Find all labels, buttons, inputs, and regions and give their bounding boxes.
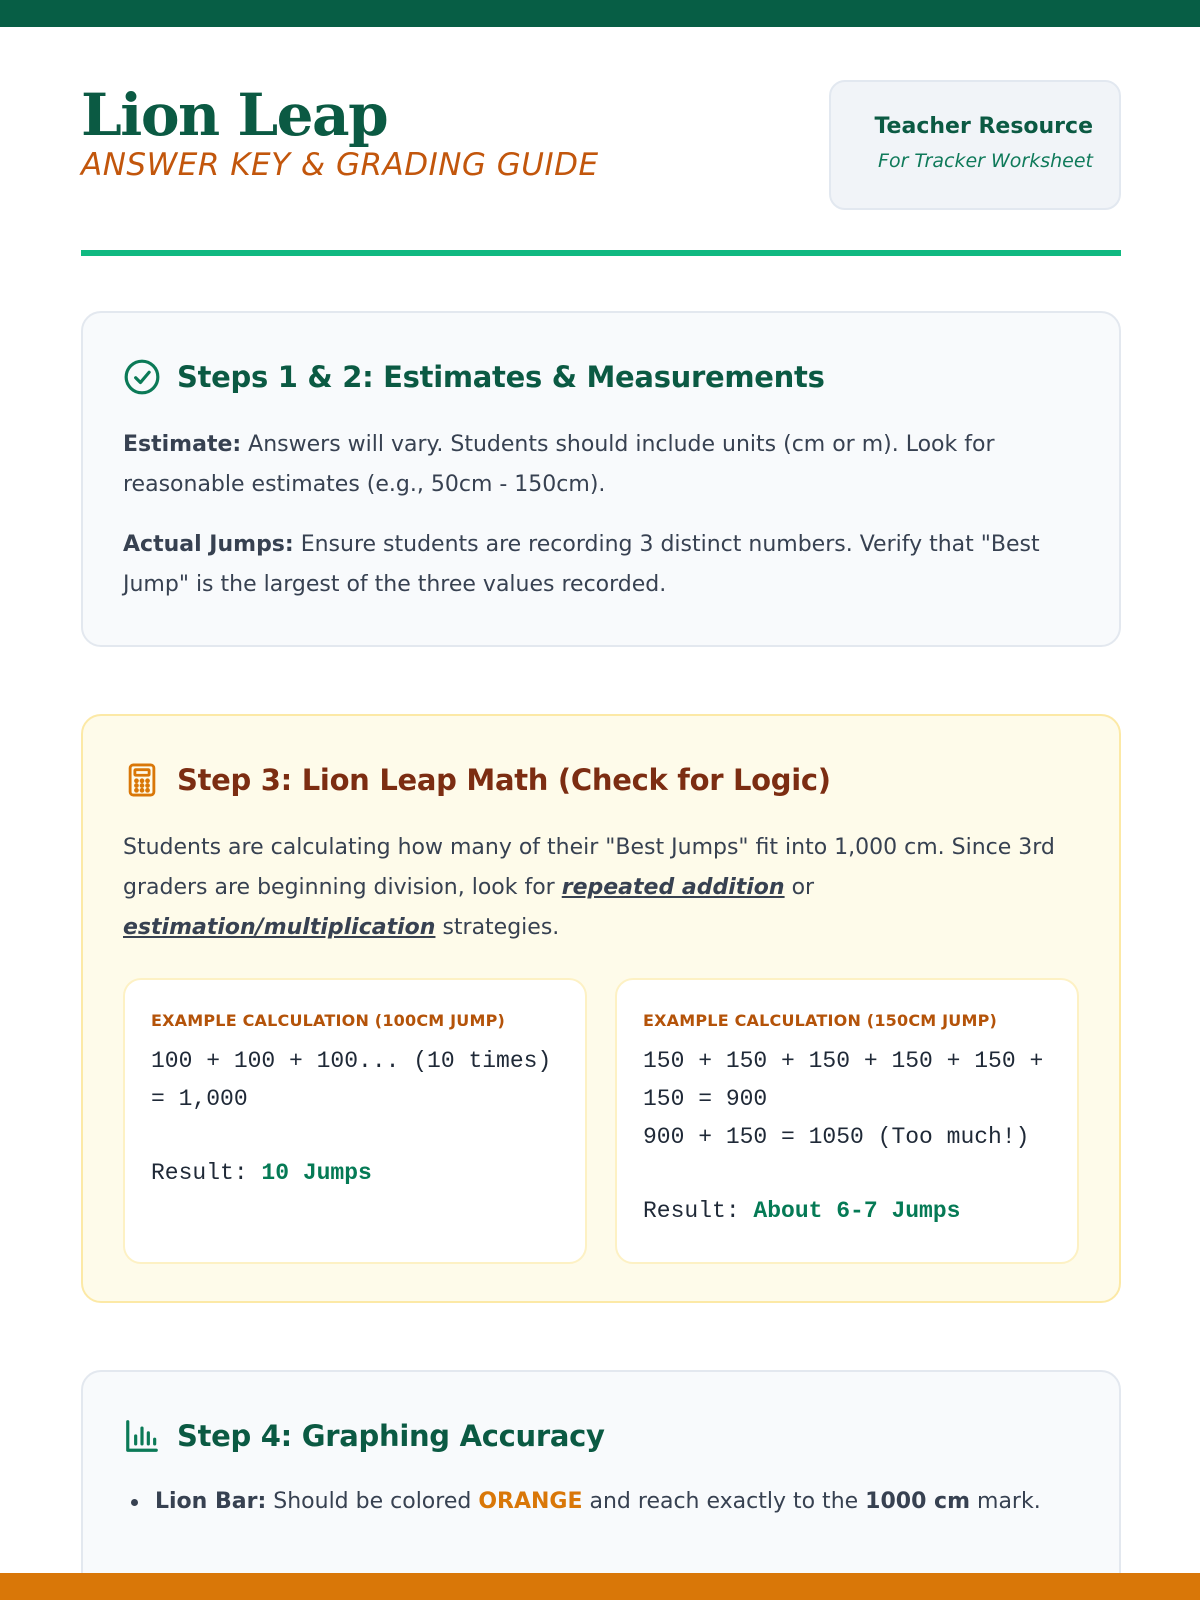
estimate-label: Estimate: — [123, 432, 242, 457]
graphing-criteria-list — [123, 1482, 1083, 1522]
step-4-card — [81, 1370, 1121, 1600]
step-4-heading: Step 4: Graphing Accuracy — [177, 1419, 605, 1453]
intro-text-mid: or — [784, 875, 815, 900]
calculator-icon — [123, 761, 161, 799]
step-3-card — [81, 714, 1121, 1303]
bullet-text: Should be colored — [266, 1489, 479, 1514]
example-result — [643, 1192, 1051, 1230]
steps-1-2-card — [81, 311, 1121, 647]
estimate-paragraph — [123, 425, 1083, 505]
list-item — [123, 1482, 1083, 1522]
intro-text-end: strategies. — [435, 915, 560, 940]
result-value: About 6-7 Jumps — [753, 1198, 961, 1224]
example-label: EXAMPLE CALCULATION (150CM JUMP) — [643, 1011, 998, 1030]
intro-text-start: Students are calculating how many of their "Best Jumps" fit into 1,000 cm. Since 3rd graders are beginning division, look for — [123, 835, 1055, 900]
emphasis-estimation-multiplication: estimation/multiplication — [123, 915, 436, 940]
step-3-intro — [123, 828, 1103, 948]
actual-jumps-text: Ensure students are recording 3 distinct numbers. Verify that "Best Jump" is the largest of the three values recorded. — [123, 532, 1040, 597]
bullet-text: mark. — [970, 1489, 1041, 1514]
bullet-text: and reach exactly to the — [582, 1489, 866, 1514]
emphasis-repeated-addition: repeated addition — [561, 875, 785, 900]
steps-1-2-heading: Steps 1 & 2: Estimates & Measurements — [177, 360, 825, 394]
bottom-accent-bar — [0, 1573, 1200, 1600]
example-calculation-100cm — [123, 978, 587, 1264]
step-3-heading: Step 3: Lion Leap Math (Check for Logic) — [177, 763, 831, 797]
result-value: 10 Jumps — [261, 1160, 372, 1186]
badge-subtitle: For Tracker Worksheet — [878, 150, 1093, 172]
lion-bar-label: Lion Bar: — [155, 1489, 267, 1514]
actual-jumps-paragraph — [123, 525, 1083, 605]
page-header — [81, 80, 1121, 260]
badge-title: Teacher Resource — [874, 114, 1093, 139]
step-4-header — [123, 1414, 605, 1458]
page-subtitle: ANSWER KEY & GRADING GUIDE — [81, 147, 599, 183]
target-mark: 1000 cm — [865, 1489, 971, 1514]
estimate-text: Answers will vary. Students should include units (cm or m). Look for reasonable estimates (e.g., 50cm - 150cm). — [123, 432, 995, 497]
check-circle-icon — [123, 358, 161, 396]
teacher-resource-badge — [829, 80, 1121, 210]
header-divider — [81, 250, 1121, 256]
orange-highlight: ORANGE — [478, 1489, 583, 1514]
example-calculation-150cm — [615, 978, 1079, 1264]
example-label: EXAMPLE CALCULATION (100CM JUMP) — [151, 1011, 506, 1030]
example-code: 100 + 100 + 100... (10 times) = 1,000 — [151, 1048, 552, 1112]
result-label: Result: — [643, 1198, 754, 1224]
top-accent-bar — [0, 0, 1200, 27]
step-3-header — [123, 758, 831, 802]
bar-chart-icon — [123, 1417, 161, 1455]
actual-jumps-label: Actual Jumps: — [123, 532, 294, 557]
page-title: Lion Leap — [81, 81, 388, 149]
example-result — [151, 1154, 559, 1192]
example-code: 150 + 150 + 150 + 150 + 150 + 150 = 900 900 + 150 = 1050 (Too much!) — [643, 1048, 1044, 1150]
result-label: Result: — [151, 1160, 262, 1186]
steps-1-2-header — [123, 355, 825, 399]
bullet-icon — [131, 1499, 138, 1506]
